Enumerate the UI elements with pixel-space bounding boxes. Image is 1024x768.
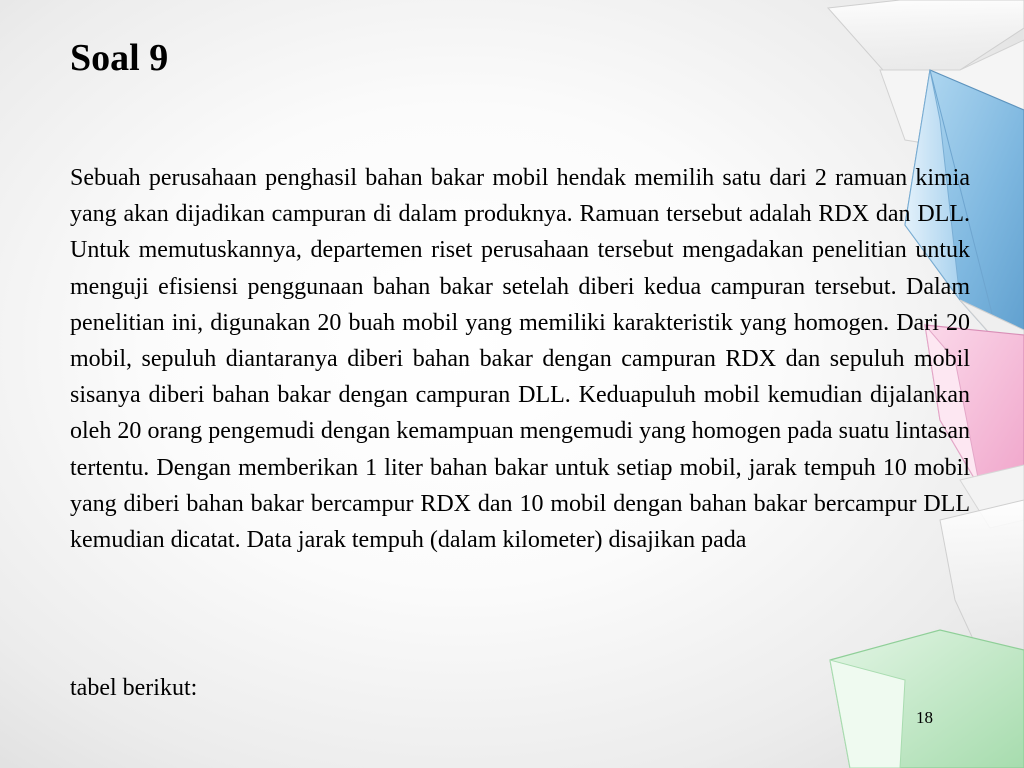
question-paragraph: Sebuah perusahaan penghasil bahan bakar mobil hendak memilih satu dari 2 ramuan kimia yang akan dijadikan campuran di dalam produknya. Ramuan tersebut adalah RDX dan DLL. Untuk memutuskannya, departemen riset perusahaan tersebut mengadakan penelitian untuk menguji efisiensi penggunaan bahan bakar setelah diberi kedua campuran tersebut. Dalam penelitian ini, digunakan 20 buah mobil yang memiliki karakteristik yang homogen. Dari 20 mobil, sepuluh diantaranya diberi bahan bakar dengan campuran RDX dan sepuluh mobil sisanya diberi bahan bakar dengan campuran DLL. Keduapuluh mobil kemudian dijalankan oleh 20 orang pengemudi dengan kemampuan mengemudi yang homogen pada suatu lintasan tertentu. Dengan memberikan 1 liter bahan bakar untuk setiap mobil, jarak tempuh 10 mobil yang diberi bahan bakar bercampur RDX dan 10 mobil dengan bahan bakar bercampur DLL kemudian dicatat. Data jarak tempuh (dalam kilometer) disajikan pada	[70, 165, 970, 554]
page-number: 18	[916, 708, 933, 727]
slide-title: Soal 9	[70, 37, 169, 79]
question-paragraph-tail: tabel berikut:	[70, 675, 198, 701]
